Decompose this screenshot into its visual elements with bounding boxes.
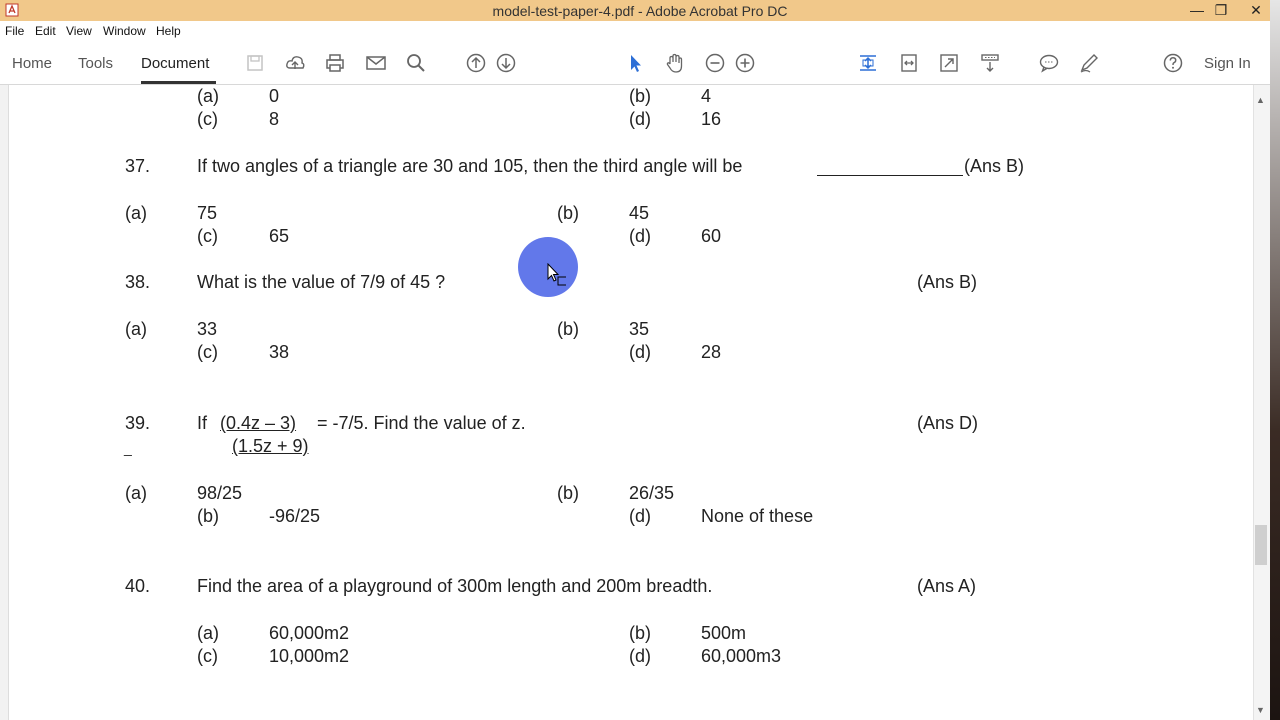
comment-icon[interactable] <box>1038 52 1060 74</box>
q37-blank-line <box>817 175 963 176</box>
q38-option-a-label: (a) <box>125 319 147 339</box>
q36-option-c: 8 <box>269 109 280 129</box>
menu-view[interactable]: View <box>66 24 92 38</box>
scroll-down-icon[interactable]: ▼ <box>1256 705 1265 715</box>
menu-bar <box>0 21 1280 41</box>
desktop-background-edge <box>1270 0 1280 720</box>
fit-width-icon[interactable] <box>898 52 920 74</box>
q39-option-a-label: (a) <box>125 483 147 503</box>
q39-denominator: (1.5z + 9) <box>232 436 309 456</box>
hand-tool-icon[interactable] <box>664 52 686 74</box>
q39-numerator: (0.4z – 3) <box>220 413 297 433</box>
q38-answer: (Ans B) <box>917 272 978 292</box>
menu-file[interactable]: File <box>5 24 25 38</box>
q39-text: = -7/5. Find the value of z. <box>317 413 526 433</box>
q40-option-d: 60,000m3 <box>701 646 782 666</box>
q38-option-a: 33 <box>197 319 218 339</box>
mouse-cursor-icon <box>546 263 566 287</box>
q40-text: Find the area of a playground of 300m length and 200m breadth. <box>197 576 713 596</box>
q38-number: 38. <box>125 272 151 292</box>
q38-option-c: 38 <box>269 342 290 362</box>
scroll-up-icon[interactable]: ▲ <box>1256 95 1265 105</box>
q36-option-a: 0 <box>269 86 280 106</box>
q37-option-c-label: (c) <box>197 226 218 246</box>
pen-icon[interactable] <box>1078 52 1100 74</box>
q40-option-a-label: (a) <box>197 623 219 643</box>
page-up-icon[interactable] <box>465 52 487 74</box>
fit-page-icon[interactable] <box>857 52 879 74</box>
q39-dash: _ <box>124 440 132 456</box>
close-button[interactable]: ✕ <box>1250 2 1262 18</box>
q39-answer: (Ans D) <box>917 413 979 433</box>
q39-option-c-label: (b) <box>197 506 219 526</box>
sign-in-link[interactable]: Sign In <box>1204 55 1251 72</box>
scroll-mode-icon[interactable] <box>979 52 1001 74</box>
active-tab-indicator <box>141 81 216 84</box>
left-panel-edge[interactable] <box>0 85 9 720</box>
q39-option-b-label: (b) <box>557 483 579 503</box>
search-icon[interactable] <box>405 52 427 74</box>
q37-answer: (Ans B) <box>964 156 1025 176</box>
q37-option-b-label: (b) <box>557 203 579 223</box>
full-screen-icon[interactable] <box>938 52 960 74</box>
q37-option-d: 60 <box>701 226 722 246</box>
q40-answer: (Ans A) <box>917 576 977 596</box>
title-bar <box>0 0 1280 21</box>
tab-document[interactable]: Document <box>141 55 210 72</box>
print-icon[interactable] <box>324 52 346 74</box>
q40-option-d-label: (d) <box>629 646 651 666</box>
q38-option-b: 35 <box>629 319 650 339</box>
upload-icon[interactable] <box>284 52 306 74</box>
q36-option-b-label: (b) <box>629 86 651 106</box>
menu-help[interactable]: Help <box>156 24 181 38</box>
window-title: model-test-paper-4.pdf - Adobe Acrobat Pro DC <box>492 3 788 19</box>
zoom-out-icon[interactable] <box>704 52 726 74</box>
q36-option-a-label: (a) <box>197 86 219 106</box>
q38-option-b-label: (b) <box>557 319 579 339</box>
vertical-scrollbar[interactable] <box>1253 85 1270 720</box>
q40-option-c-label: (c) <box>197 646 218 666</box>
q37-option-d-label: (d) <box>629 226 651 246</box>
q37-option-a: 75 <box>197 203 218 223</box>
q40-option-a: 60,000m2 <box>269 623 350 643</box>
q36-option-b: 4 <box>701 86 712 106</box>
q39-number: 39. <box>125 413 151 433</box>
q37-number: 37. <box>125 156 151 176</box>
q40-option-c: 10,000m2 <box>269 646 350 666</box>
save-icon[interactable] <box>244 52 266 74</box>
q36-option-d: 16 <box>701 109 722 129</box>
tab-tools[interactable]: Tools <box>78 55 114 72</box>
q38-option-d: 28 <box>701 342 722 362</box>
page-down-icon[interactable] <box>495 52 517 74</box>
restore-button[interactable]: ❐ <box>1214 2 1228 18</box>
q39-option-d-label: (d) <box>629 506 651 526</box>
menu-edit[interactable]: Edit <box>35 24 56 38</box>
q39-option-b: 26/35 <box>629 483 675 503</box>
q39-if: If <box>197 413 208 433</box>
minimize-button[interactable]: — <box>1190 2 1204 18</box>
q37-option-a-label: (a) <box>125 203 147 223</box>
q37-option-b: 45 <box>629 203 650 223</box>
q40-number: 40. <box>125 576 151 596</box>
q39-option-a: 98/25 <box>197 483 243 503</box>
q37-text: If two angles of a triangle are 30 and 105, then the third angle will be <box>197 156 743 176</box>
q40-option-b: 500m <box>701 623 747 643</box>
q37-option-c: 65 <box>269 226 290 246</box>
q36-option-c-label: (c) <box>197 109 218 129</box>
q38-text: What is the value of 7/9 of 45 ? <box>197 272 446 292</box>
q39-option-c: -96/25 <box>269 506 321 526</box>
menu-window[interactable]: Window <box>103 24 146 38</box>
q39-option-d: None of these <box>701 506 814 526</box>
tab-home[interactable]: Home <box>12 55 53 72</box>
scrollbar-thumb[interactable] <box>1255 525 1267 565</box>
select-cursor-icon[interactable] <box>624 52 646 74</box>
q36-option-d-label: (d) <box>629 109 651 129</box>
help-icon[interactable] <box>1162 52 1184 74</box>
q38-option-c-label: (c) <box>197 342 218 362</box>
zoom-in-icon[interactable] <box>734 52 756 74</box>
q38-option-d-label: (d) <box>629 342 651 362</box>
toolbar <box>0 41 1280 85</box>
q40-option-b-label: (b) <box>629 623 651 643</box>
email-icon[interactable] <box>365 52 387 74</box>
